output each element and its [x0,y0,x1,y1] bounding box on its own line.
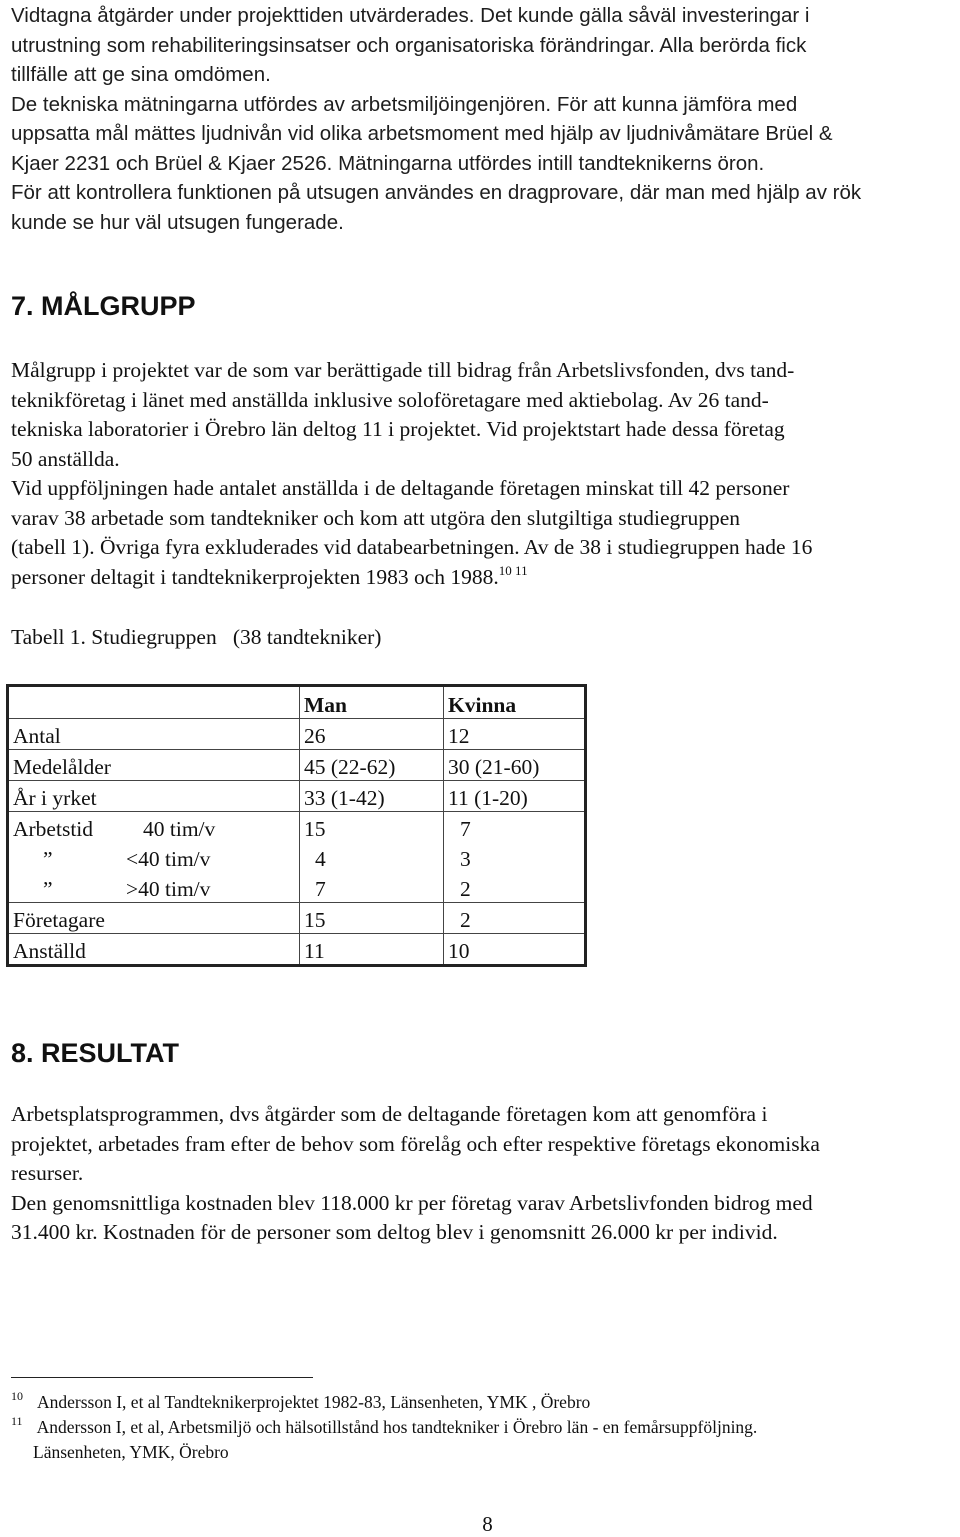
malgrupp-line: tekniska laboratorier i Örebro län deltog 11 i projektet. Vid projektstart hade dessa företag [11,417,785,441]
table-row [8,934,586,966]
cell-kvinna: 3 [444,842,586,872]
intro-line: För att kontrollera funktionen på utsugen användes en dragprovare, där man med hjälp av rök [11,181,862,204]
footnote-number: 10 [11,1389,23,1403]
footnote-divider [11,1377,313,1378]
intro-line: Vidtagna åtgärder under projekttiden utvärderades. Det kunde gälla såväl investeringar i [11,4,810,27]
table-header-cell: Man [300,686,444,719]
footnote-11 [11,1415,757,1439]
malgrupp-paragraph [11,356,956,592]
row-label [8,872,300,903]
resultat-line: Den genomsnittliga kostnaden blev 118.000 kr per företag varav Arbetslivfonden bidrog med [11,1190,813,1215]
malgrupp-line: varav 38 arbetade som tandtekniker och kom att utgöra den slutgiltiga studiegruppen [11,505,741,530]
cell-kvinna: 30 (21-60) [444,750,586,781]
ditto-mark: ” [43,847,53,871]
table-row [8,781,586,812]
malgrupp-line-text: personer deltagit i tandteknikerprojekten 1983 och 1988. [11,564,499,589]
cell-man: 26 [300,719,444,750]
worktime-sublabel: >40 tim/v [126,877,211,901]
cell-man: 45 (22-62) [300,750,444,781]
intro-paragraph [11,1,951,237]
malgrupp-line [11,563,956,593]
cell-kvinna: 10 [444,934,586,966]
cell-kvinna: 2 [444,872,586,903]
table-row-worktime [8,872,586,903]
table-row [8,750,586,781]
footnote-number: 11 [11,1414,23,1428]
resultat-paragraph [11,1100,956,1248]
row-label: Företagare [8,903,300,934]
table-row [8,719,586,750]
malgrupp-line: Målgrupp i projektet var de som var berättigade till bidrag från Arbetslivsfonden, dvs tand- [11,358,795,382]
row-label: Anställd [8,934,300,966]
footnote-reference: 10 11 [498,562,528,578]
cell-kvinna: 7 [444,812,586,843]
row-label [8,812,300,843]
ditto-mark: ” [43,877,53,901]
malgrupp-line: teknikföretag i länet med anställda inklusive soloföretagare med aktiebolag. Av 26 tand- [11,387,769,412]
intro-line: kunde se hur väl utsugen fungerade. [11,210,344,234]
resultat-line: resurser. [11,1161,84,1185]
row-label: Antal [8,719,300,750]
intro-line: Kjaer 2231 och Brüel & Kjaer 2526. Mätningarna utfördes intill tandteknikerns öron. [11,151,765,175]
section-heading-resultat: 8. RESULTAT [11,1038,179,1068]
section-heading-malgrupp: 7. MÅLGRUPP [11,291,196,321]
table-row-worktime [8,842,586,872]
intro-line: utrustning som rehabiliteringsinsatser och organisatoriska förändringar. Alla berörda fick [11,33,807,57]
worktime-label: Arbetstid [13,817,94,841]
cell-kvinna: 11 (1-20) [444,781,586,812]
cell-man: 7 [300,872,444,903]
malgrupp-line: 50 anställda. [11,446,120,471]
resultat-line: 31.400 kr. Kostnaden för de personer som deltog blev i genomsnitt 26.000 kr per individ. [11,1220,778,1244]
table-row-worktime [8,812,586,843]
footnote-10 [11,1390,590,1414]
footnote-text: Andersson I, et al, Arbetsmiljö och hälsotillstånd hos tandtekniker i Örebro län - en femårsuppföljning. [36,1417,758,1437]
row-label: År i yrket [8,781,300,812]
table-header-cell: Kvinna [444,686,586,719]
resultat-line: projektet, arbetades fram efter de behov som förelåg och efter respektive företags ekonomiska [11,1131,820,1156]
malgrupp-line: (tabell 1). Övriga fyra exkluderades vid databearbetningen. Av de 38 i studiegruppen hade 16 [11,535,813,559]
footnote-text: Andersson I, et al Tandteknikerprojektet 1982-83, Länsenheten, YMK , Örebro [37,1392,591,1412]
worktime-sublabel: 40 tim/v [143,817,216,841]
resultat-line: Arbetsplatsprogrammen, dvs åtgärder som de deltagande företagen kom att genomföra i [11,1102,768,1126]
cell-kvinna: 2 [444,903,586,934]
intro-line: De tekniska mätningarna utfördes av arbetsmiljöingenjören. För att kunna jämföra med [11,92,798,116]
page-number: 8 [482,1512,493,1536]
cell-kvinna: 12 [444,719,586,750]
cell-man: 11 [300,934,444,966]
table-header-cell [8,686,300,719]
cell-man: 15 [300,812,444,843]
table-header-row [8,686,586,719]
malgrupp-line: Vid uppföljningen hade antalet anställda i de deltagande företagen minskat till 42 personer [11,476,790,500]
worktime-sublabel: <40 tim/v [126,847,211,871]
cell-man: 15 [300,903,444,934]
row-label [8,842,300,872]
row-label: Medelålder [8,750,300,781]
cell-man: 33 (1-42) [300,781,444,812]
cell-man: 4 [300,842,444,872]
intro-line: tillfälle att ge sina omdömen. [11,63,271,86]
study-group-table [6,684,587,967]
footnote-11-continued: Länsenheten, YMK, Örebro [33,1442,229,1462]
table-caption: Tabell 1. Studiegruppen (38 tandtekniker) [11,625,382,649]
intro-line: uppsatta mål mättes ljudnivån vid olika arbetsmoment med hjälp av ljudnivåmätare Brüel & [11,122,833,145]
table-row [8,903,586,934]
